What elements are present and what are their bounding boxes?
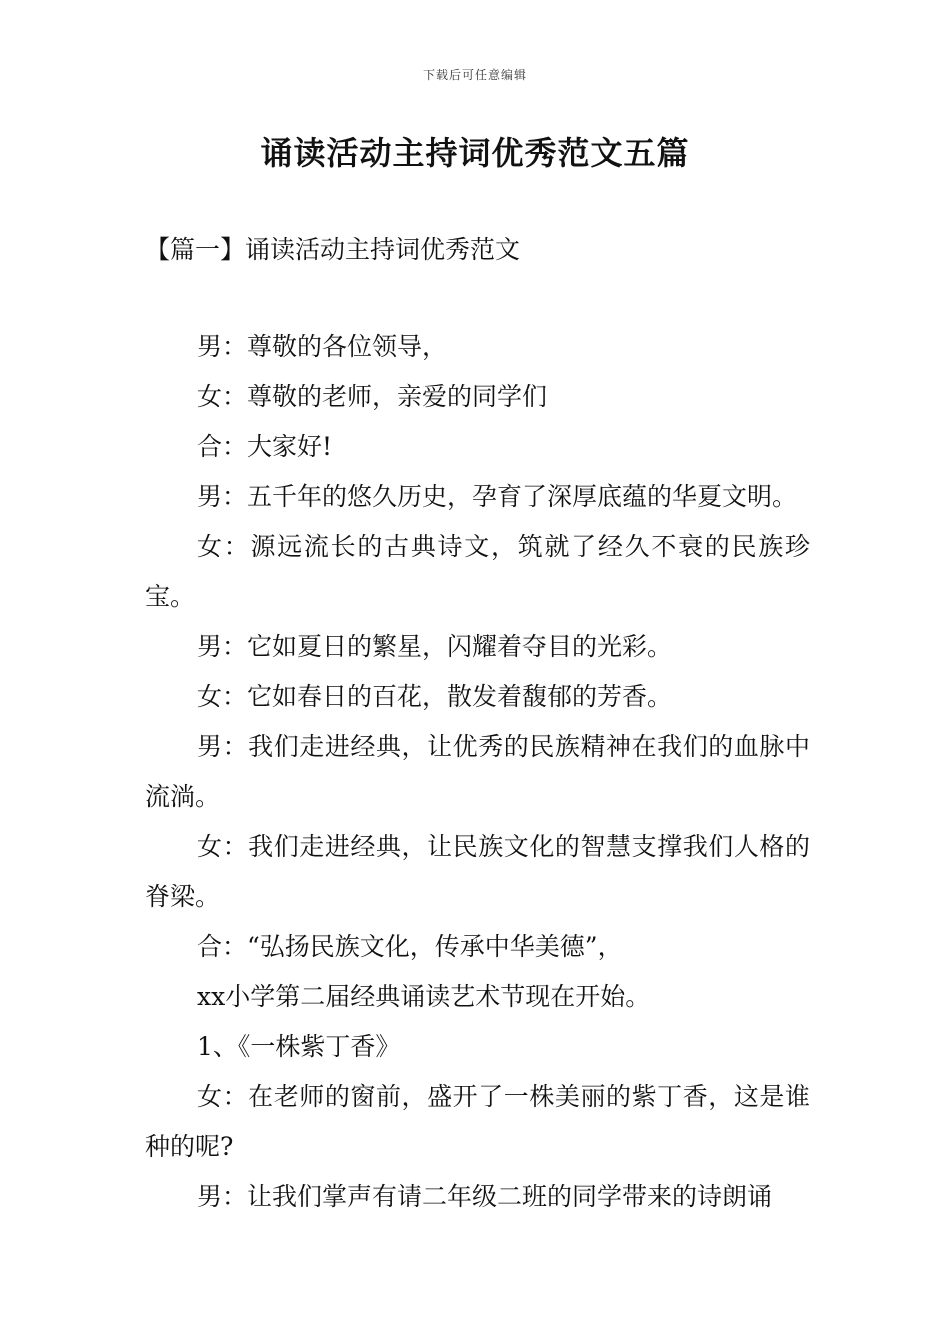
paragraph: 合：“弘扬民族文化，传承中华美德”， xyxy=(197,932,623,961)
paragraph: 男：尊敬的各位领导， xyxy=(197,332,448,361)
paragraph: 男：让我们掌声有请二年级二班的同学带来的诗朗诵 xyxy=(197,1182,773,1211)
header-note: 下载后可任意编辑 xyxy=(422,68,527,82)
paragraph: xx小学第二届经典诵读艺术节现在开始。 xyxy=(197,982,651,1011)
paragraph: 男：它如夏日的繁星，闪耀着夺目的光彩。 xyxy=(197,632,673,661)
paragraph: 女：尊敬的老师，亲爱的同学们 xyxy=(197,382,548,411)
document-title: 诵读活动主持词优秀范文五篇 xyxy=(260,134,690,172)
paragraph: 合：大家好! xyxy=(197,432,333,461)
paragraph: 女：源远流长的古典诗文，筑就了经久不衰的民族珍宝。 xyxy=(145,532,810,611)
paragraph: 男：我们走进经典，让优秀的民族精神在我们的血脉中流淌。 xyxy=(145,732,810,811)
paragraph: 女：它如春日的百花，散发着馥郁的芳香。 xyxy=(197,682,673,711)
section-heading: 【篇一】诵读活动主持词优秀范文 xyxy=(145,235,521,264)
paragraph: 1、《一株紫丁香》 xyxy=(197,1032,401,1061)
paragraph: 女：在老师的窗前，盛开了一株美丽的紫丁香，这是谁种的呢? xyxy=(145,1082,810,1161)
paragraph: 男：五千年的悠久历史，孕育了深厚底蕴的华夏文明。 xyxy=(197,482,798,511)
paragraph: 女：我们走进经典，让民族文化的智慧支撑我们人格的脊梁。 xyxy=(145,832,810,911)
body-text xyxy=(145,322,810,1222)
